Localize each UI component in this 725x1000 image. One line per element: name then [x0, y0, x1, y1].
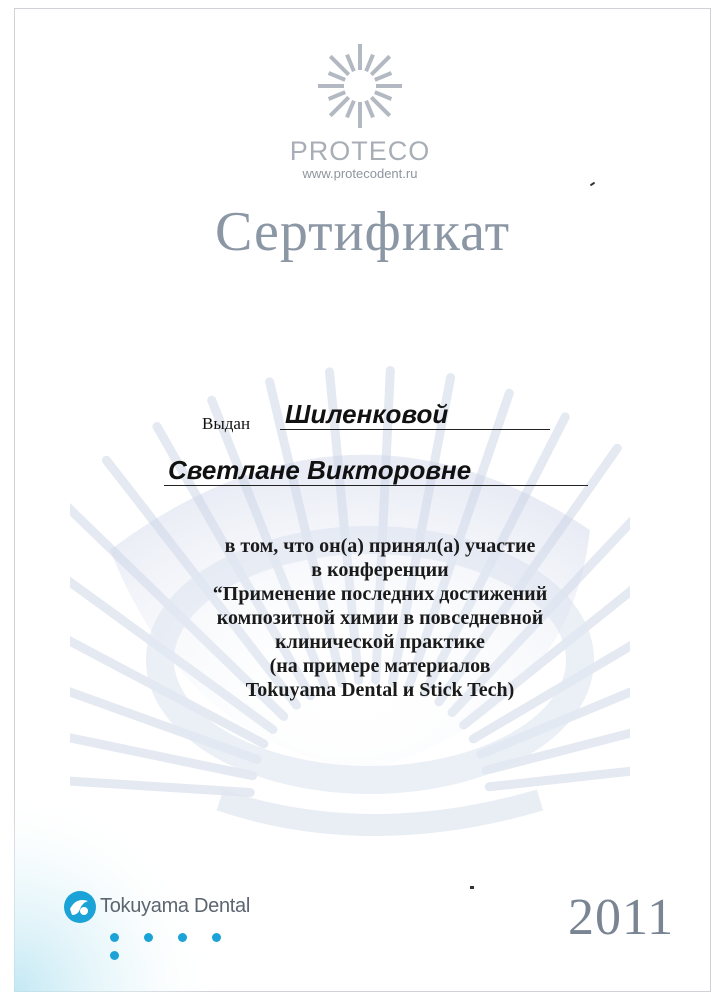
tokuyama-logo — [62, 887, 262, 947]
sunburst-ray — [347, 55, 354, 72]
speck — [470, 886, 474, 889]
dot — [212, 933, 221, 942]
sunburst-ray — [371, 97, 389, 115]
dot — [110, 933, 119, 942]
dot — [110, 951, 119, 960]
body-line: Tokuyama Dental и Stick Tech) — [245, 679, 515, 701]
logo-website: www.protecodent.ru — [302, 166, 418, 181]
sunburst-ray — [330, 97, 348, 115]
body-line: композитной химии в повседневной — [216, 607, 544, 629]
sunburst-ray — [347, 101, 354, 118]
sunburst-ray — [366, 101, 373, 118]
body-line: клинической практике — [275, 631, 485, 653]
certificate-year: 2011 — [568, 889, 675, 946]
sunburst-ray — [375, 73, 392, 80]
proteco-logo — [275, 40, 445, 182]
recipient-given-names: Светлане Викторовне — [164, 455, 588, 486]
body-line: “Применение последних достижений — [212, 583, 548, 605]
body-line: (на примере материалов — [269, 655, 491, 677]
dot — [144, 933, 153, 942]
brand-dots — [110, 929, 262, 965]
sunburst-ray — [375, 92, 392, 99]
body-line: в конференции — [311, 559, 449, 581]
dot — [178, 933, 187, 942]
shell-rib — [70, 773, 250, 793]
sunburst-icon — [314, 40, 406, 132]
body-line: в том, что он(а) принял(а) участие — [224, 535, 536, 557]
sunburst-ray — [330, 56, 348, 74]
logo-name: PROTECO — [289, 136, 431, 166]
sponsor-name: Tokuyama Dental — [100, 895, 251, 917]
tokuyama-swirl-icon — [62, 889, 98, 925]
sunburst-ray — [366, 55, 373, 72]
recipient-surname: Шиленковой — [280, 399, 550, 430]
certificate-body — [120, 534, 640, 702]
issued-label: Выдан — [202, 414, 251, 433]
certificate-title: Сертификат — [214, 201, 511, 263]
sunburst-ray — [329, 92, 346, 99]
sunburst-ray — [329, 73, 346, 80]
sunburst-ray — [371, 56, 389, 74]
